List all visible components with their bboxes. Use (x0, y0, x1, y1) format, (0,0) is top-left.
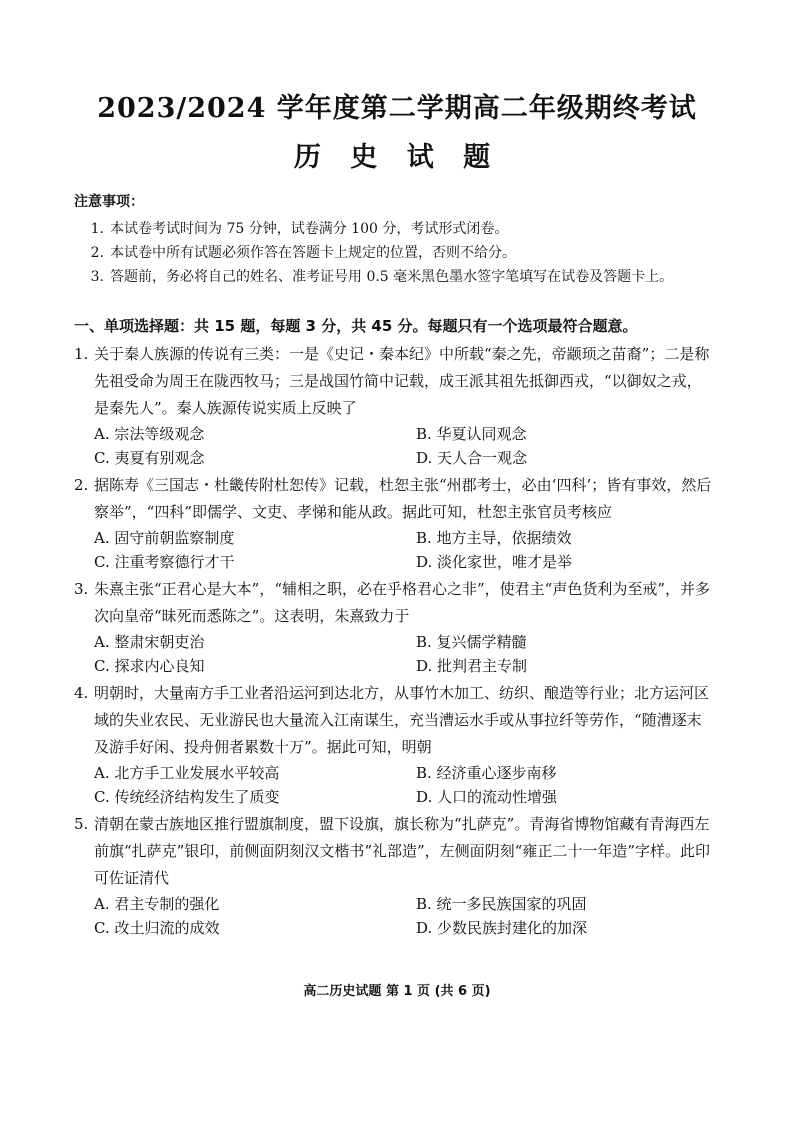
page-footer: 高二历史试题 第 1 页 (共 6 页) (303, 984, 491, 999)
question-stem: 关于秦人族源的传说有三类：一是《史记・秦本纪》中所载“秦之先，帝颛顼之苗裔”；二是称先祖受命为周王在陇西牧马；三是战国竹简中记载，成王派其祖先抵御西戎，“以御奴之戎，是秦先人”。秦人族源传说实质上反映了 (94, 345, 710, 417)
notice-heading: 注意事项： (74, 194, 144, 210)
option-c: C. 夷夏有别观念 (94, 449, 205, 467)
option-c: C. 传统经济结构发生了质变 (94, 788, 280, 806)
question-4 (74, 680, 714, 809)
option-c: C. 改土归流的成效 (94, 919, 220, 937)
notice-item-text: 本试卷中所有试题必须作答在答题卡上规定的位置，否则不给分。 (110, 245, 516, 261)
option-d: D. 淡化家世，唯才是举 (416, 553, 573, 571)
option-a: A. 君主专制的强化 (94, 895, 220, 913)
option-b: B. 统一多民族国家的巩固 (416, 895, 587, 913)
question-5 (74, 811, 714, 940)
section-heading: 一、单项选择题：共 15 题，每题 3 分，共 45 分。每题只有一个选项最符合题意。 (74, 317, 638, 335)
notice-item (74, 217, 714, 241)
option-c: C. 注重考察德行才干 (94, 553, 235, 571)
question-stem: 明朝时，大量南方手工业者沿运河到达北方，从事竹木加工、纺织、酿造等行业；北方运河区域的失业农民、无业游民也大量流入江南谋生，充当漕运水手或从事拉纤等劳作，“随漕逐末及游手好闲、投舟佣者累数十万”。据此可知，明朝 (94, 684, 710, 756)
question-number: 1. (74, 345, 89, 363)
option-b: B. 华夏认同观念 (416, 425, 527, 443)
option-b: B. 复兴儒学精髓 (416, 633, 527, 651)
exam-title: 2023/2024 学年度第二学期高二年级期终考试 (97, 93, 697, 124)
option-a: A. 固守前朝监察制度 (94, 529, 235, 547)
question-stem: 据陈寿《三国志・杜畿传附杜恕传》记载，杜恕主张“州郡考士，必由‘四科’；皆有事效，然后察举”，“四科”即儒学、文吏、孝悌和能从政。据此可知，杜恕主张官员考核应 (94, 476, 712, 521)
option-a: A. 宗法等级观念 (94, 425, 205, 443)
question-number: 4. (74, 684, 89, 702)
option-c: C. 探求内心良知 (94, 657, 205, 675)
question-stem: 清朝在蒙古族地区推行盟旗制度，盟下设旗，旗长称为“扎萨克”。青海省博物馆藏有青海西左前旗“扎萨克”银印，前侧面阴刻汉文楷书“礼部造”，左侧面阴刻“雍正二十一年造”字样。此印可佐证清代 (94, 815, 711, 887)
question-number: 5. (74, 815, 89, 833)
subject-title: 历 史 试 题 (293, 142, 501, 173)
option-a: A. 北方手工业发展水平较高 (94, 764, 280, 782)
option-d: D. 少数民族封建化的加深 (416, 919, 588, 937)
notice-item-text: 本试卷考试时间为 75 分钟，试卷满分 100 分，考试形式闭卷。 (110, 221, 509, 237)
option-d: D. 天人合一观念 (416, 449, 528, 467)
question-stem: 朱熹主张“正君心是大本”，“辅相之职，必在乎格君心之非”，使君主“声色货利为至戒”，并多次向皇帝“昧死而悉陈之”。这表明，朱熹致力于 (94, 580, 711, 625)
question-3 (74, 576, 714, 678)
notice-item-text: 答题前，务必将自己的姓名、准考证号用 0.5 毫米黑色墨水签字笔填写在试卷及答题卡上。 (110, 269, 674, 285)
option-d: D. 批判君主专制 (416, 657, 528, 675)
question-1 (74, 341, 714, 470)
notice-item-number: 2. (90, 245, 104, 261)
question-list (74, 341, 714, 942)
notice-block (74, 191, 714, 289)
option-b: B. 经济重心逐步南移 (416, 764, 557, 782)
option-b: B. 地方主导，依据绩效 (416, 529, 572, 547)
question-number: 3. (74, 580, 89, 598)
notice-item (74, 241, 714, 265)
question-number: 2. (74, 476, 89, 494)
notice-item-number: 3. (90, 269, 104, 285)
question-2 (74, 472, 714, 574)
option-d: D. 人口的流动性增强 (416, 788, 558, 806)
option-a: A. 整肃宋朝吏治 (94, 633, 205, 651)
notice-item-number: 1. (90, 221, 104, 237)
notice-item (74, 265, 714, 289)
